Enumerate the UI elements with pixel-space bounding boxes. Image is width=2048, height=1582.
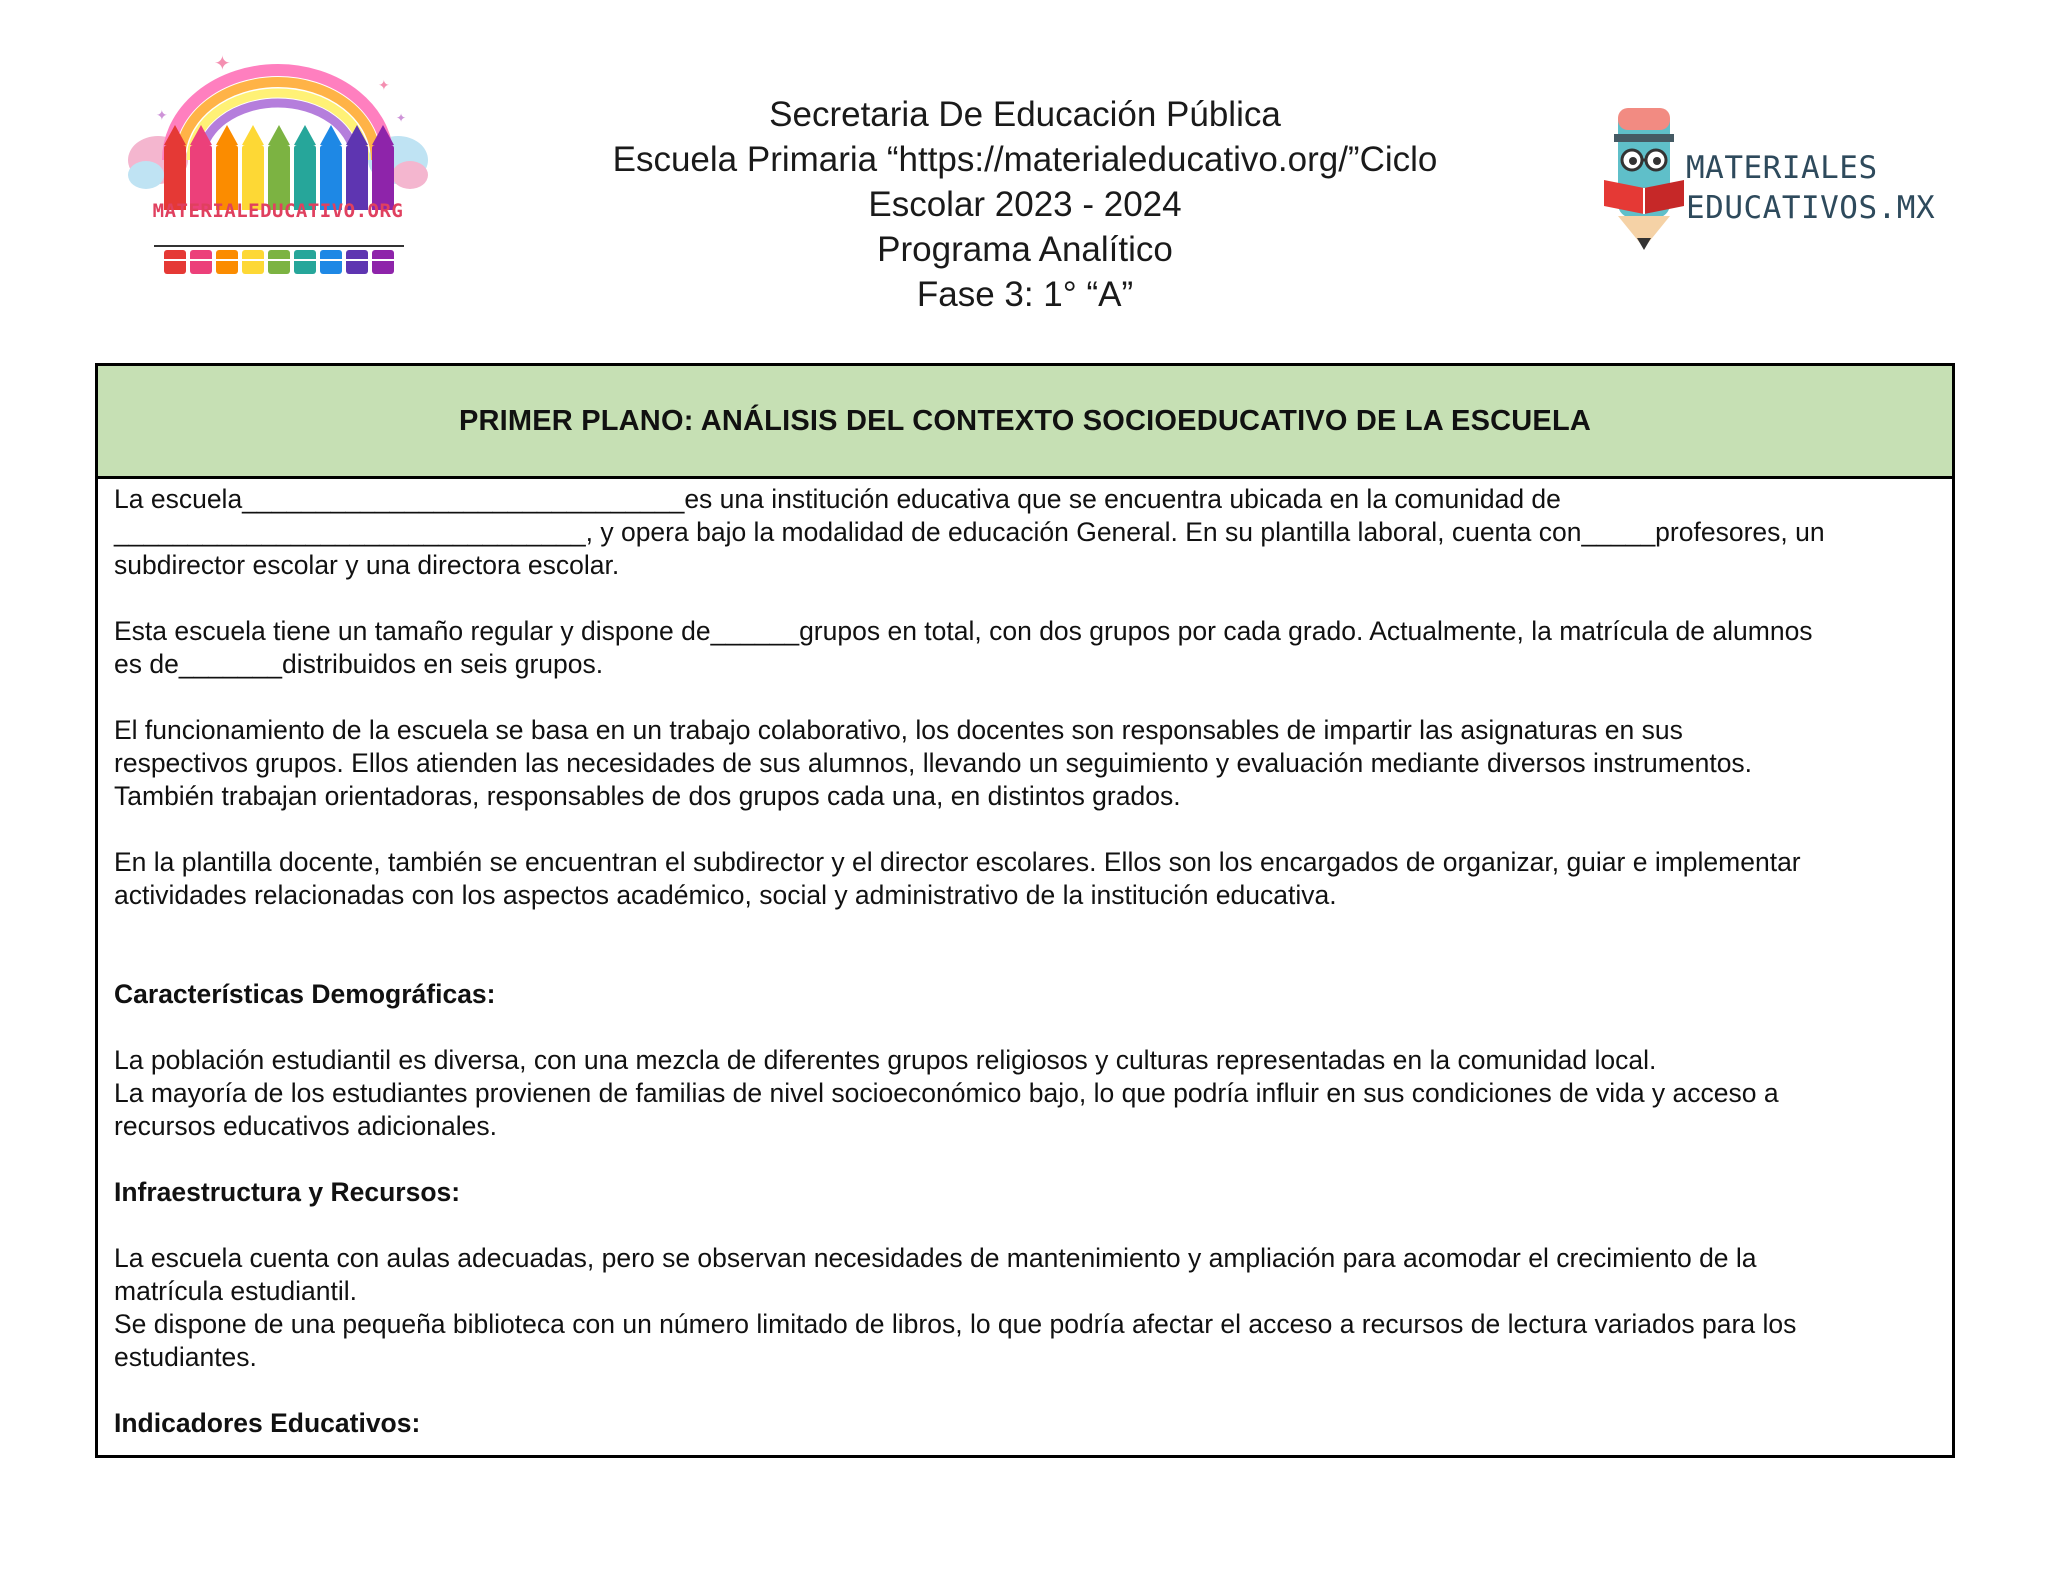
document-header: [520, 92, 1530, 317]
paragraph-line: actividades relacionadas con los aspectos académico, social y administrativo de la institución educativa.: [114, 880, 1337, 910]
paragraph-line: La mayoría de los estudiantes provienen de familias de nivel socioeconómico bajo, lo que podría influir en sus condiciones de vida y acceso a: [114, 1078, 1779, 1108]
paragraph-line: estudiantes.: [114, 1342, 257, 1372]
paragraph-line: respectivos grupos. Ellos atienden las necesidades de sus alumnos, llevando un seguimiento y evaluación mediante diversos instrumentos.: [114, 748, 1753, 778]
header-line-escuela: Escuela Primaria “https://materialeducativo.org/”Ciclo: [612, 140, 1438, 179]
spacer: [114, 945, 1936, 978]
paragraph-line: La población estudiantil es diversa, con una mezcla de diferentes grupos religiosos y culturas representadas en la comunidad local.: [114, 1045, 1657, 1075]
header-line-fase: Fase 3: 1° “A”: [916, 275, 1134, 314]
heading-indicadores: Indicadores Educativos:: [114, 1408, 421, 1438]
paragraph-line: es de_______distribuidos en seis grupos.: [114, 649, 604, 679]
paragraph-line: La escuela______________________________es una institución educativa que se encuentra ubicada en la comunidad de: [114, 484, 1561, 514]
rainbow-crayons-icon: [128, 50, 428, 280]
header-line-secretaria: Secretaria De Educación Pública: [769, 95, 1281, 134]
right-logo-line1: MATERIALES: [1686, 150, 1878, 186]
svg-text:✦: ✦: [396, 111, 407, 125]
paragraph-line: ________________________________, y opera bajo la modalidad de educación General. En su plantilla laboral, cuenta con_____profesores, un: [114, 517, 1825, 547]
paragraph-line: recursos educativos adicionales.: [114, 1111, 497, 1141]
paragraph-line: Esta escuela tiene un tamaño regular y dispone de______grupos en total, con dos grupos por cada grado. Actualmente, la matrícula de alumnos: [114, 616, 1813, 646]
paragraph-line: El funcionamiento de la escuela se basa en un trabajo colaborativo, los docentes son responsables de impartir las asignaturas en sus: [114, 715, 1683, 745]
paragraph-school-info: [114, 483, 1936, 582]
paragraph-line: En la plantilla docente, también se encuentran el subdirector y el director escolares. Ellos son los encargados de organizar, guiar e implementar: [114, 847, 1801, 877]
paragraph-line: Se dispone de una pequeña biblioteca con un número limitado de libros, lo que podría afectar el acceso a recursos de lectura variados para los: [114, 1309, 1797, 1339]
paragraph-line: subdirector escolar y una directora escolar.: [114, 550, 620, 580]
left-logo-text: MATERIALEDUCATIVO.ORG: [152, 200, 404, 222]
heading-infraestructura: Infraestructura y Recursos:: [114, 1177, 461, 1207]
paragraph-line: La escuela cuenta con aulas adecuadas, pero se observan necesidades de mantenimiento y ampliación para acomodar el crecimiento de la: [114, 1243, 1757, 1273]
materialeseducativos-logo: [1600, 88, 1940, 258]
paragraph-line: matrícula estudiantil.: [114, 1276, 358, 1306]
paragraph-functioning: [114, 714, 1936, 813]
svg-text:✦: ✦: [156, 107, 168, 123]
pencil-mascot-icon: [1600, 88, 1690, 258]
context-analysis-box: [95, 363, 1955, 1458]
materialeducativo-logo: [128, 50, 428, 280]
paragraph-demograficas: [114, 1044, 1936, 1143]
header-line-ciclo: Escolar 2023 - 2024: [868, 185, 1182, 224]
right-logo-text: [1686, 148, 1935, 228]
header-line-programa: Programa Analítico: [877, 230, 1173, 269]
svg-text:✦: ✦: [378, 77, 390, 93]
paragraph-groups: [114, 615, 1936, 681]
heading-demograficas: Características Demográficas:: [114, 979, 496, 1009]
section-title: PRIMER PLANO: ANÁLISIS DEL CONTEXTO SOCIOEDUCATIVO DE LA ESCUELA: [98, 366, 1952, 479]
svg-text:✦: ✦: [214, 53, 231, 75]
right-logo-line2: EDUCATIVOS.MX: [1686, 190, 1936, 226]
section-body: [98, 479, 1952, 1440]
paragraph-infraestructura: [114, 1242, 1936, 1374]
paragraph-staff: [114, 846, 1936, 912]
paragraph-line: También trabajan orientadoras, responsables de dos grupos cada una, en distintos grados.: [114, 781, 1181, 811]
